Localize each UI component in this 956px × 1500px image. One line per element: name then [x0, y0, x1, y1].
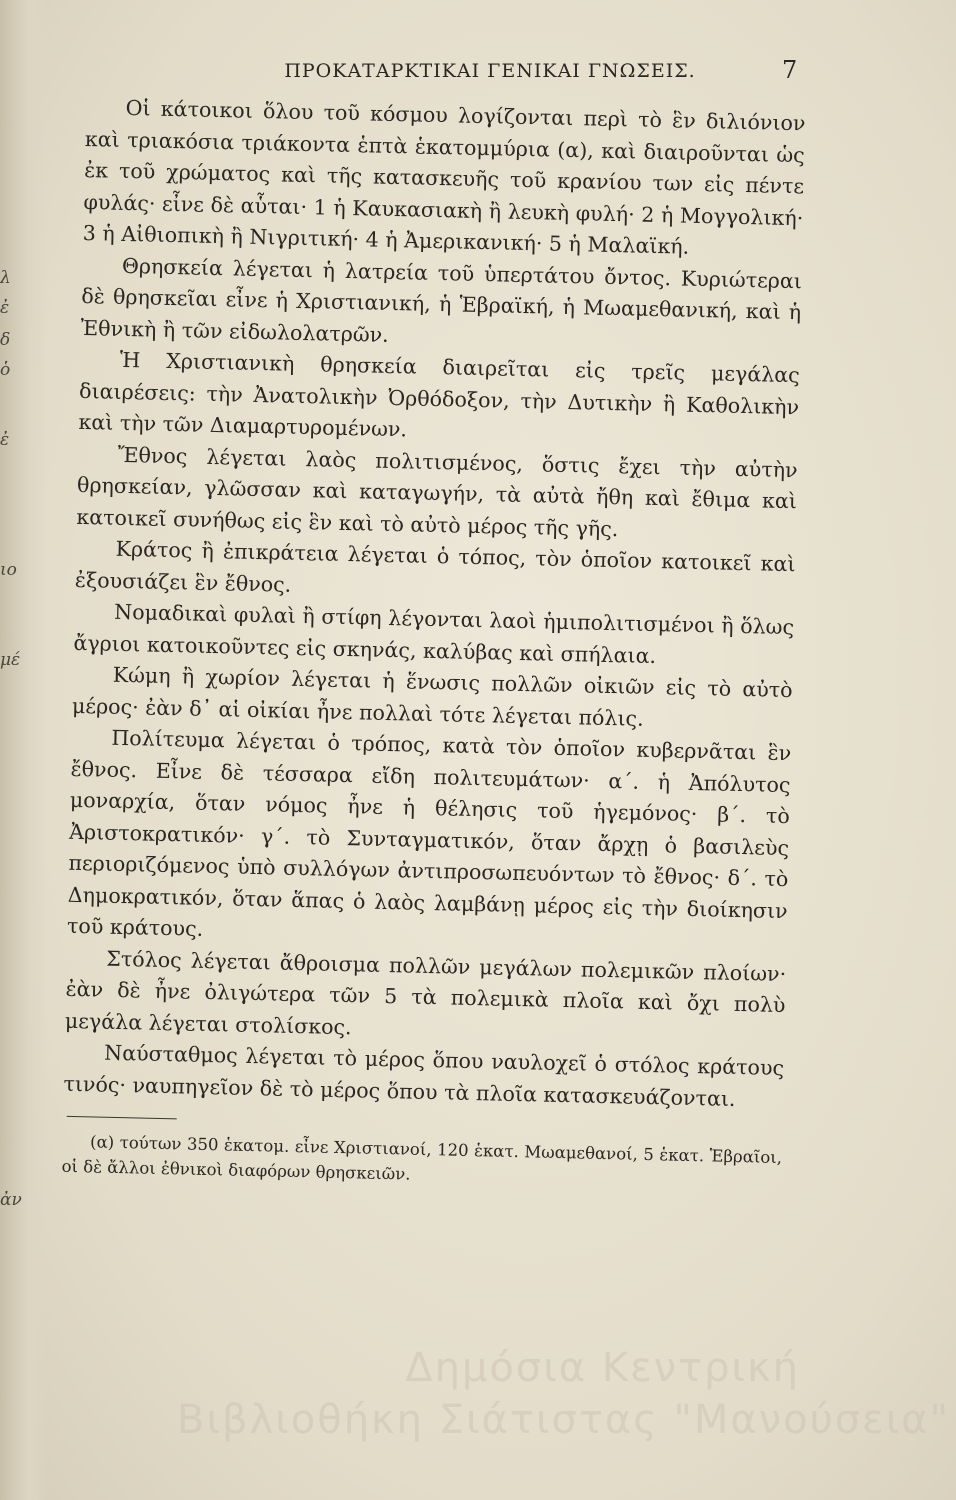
paragraph-nation: Ἔθνος λέγεται λαὸς πολιτισμένος, ὅστις ἔχει τὴν αὐτὴν θρησκείαν, γλῶσσαν καὶ καταγωγήν, τὰ αὐτὰ ἤθη καὶ ἔθιμα καὶ κατοικεῖ συνήθως εἰς ἓν καὶ τὸ αὐτὸ μέρος τῆς γῆς. [76, 442, 798, 541]
paragraph-inhabitants: Οἱ κάτοικοι ὅλου τοῦ κόσμου λογίζονται περὶ τὸ ἓν διλιόνιον καὶ τριακόσια τριάκοντα ἑπτὰ ἑκατομμύρια (α), καὶ διαιροῦνται ὡς ἐκ τοῦ χρώματος καὶ τῆς κατασκευῆς τοῦ κρανίου των εἰς πέντε φυλάς· εἶνε δὲ αὗται· 1 ἡ Καυκασιακὴ ἢ λευκὴ φυλή· 2 ἡ Μογγολική· 3 ἡ Αἰθιοπικὴ ἢ Νιγριτική· 4 ἡ Ἀμερικανική· 5 ἡ Μαλαϊκή. [82, 95, 806, 259]
footnote-divider [67, 1116, 177, 1119]
page-body [61, 92, 805, 1195]
paragraph-christianity: Ἡ Χριστιανικὴ θρησκεία διαιρεῖται εἰς τρεῖς μεγάλας διαιρέσεις: τὴν Ἀνατολικὴν Ὀρθόδοξον, τὴν Δυτικὴν ἢ Καθολικὴν καὶ τὴν τῶν Διαμαρτυρομένων. [78, 347, 801, 442]
paragraph-religion: Θρησκεία λέγεται ἡ λατρεία τοῦ ὑπερτάτου ὄντος. Κυριώτεραι δὲ θρησκεῖαι εἶνε ἡ Χριστιανική, ἡ Ἑβραϊκή, ἡ Μωαμεθανική, καὶ ἡ Ἐθνικὴ ἢ τῶν εἰδωλολατρῶν. [80, 253, 803, 347]
running-title: ΠΡΟΚΑΤΑΡΚΤΙΚΑΙ ΓΕΝΙΚΑΙ ΓΝΩΣΕΙΣ. [284, 60, 696, 82]
footnote-text: (α) τούτων 350 ἑκατομ. εἶνε Χριστιανοί, 120 ἑκατ. Μωαμεθανοί, 5 ἑκατ. Ἑβραῖοι, οἱ δὲ ἄλλοι ἐθνικοὶ διαφόρων θρησκειῶν. [61, 1132, 783, 1184]
gutter-fragment: δ [0, 330, 11, 350]
paragraph-village: Κώμη ἢ χωρίον λέγεται ἡ ἕνωσις πολλῶν οἰκιῶν εἰς τὸ αὐτὸ μέρος· ἐὰν δ᾽ αἱ οἰκίαι ἦνε πολλαὶ τότε λέγεται πόλις. [71, 662, 793, 731]
paragraph-naval-base: Ναύσταθμος λέγεται τὸ μέρος ὅπου ναυλοχεῖ ὁ στόλος κράτους τινός· ναυπηγεῖον δὲ τὸ μέρος ὅπου τὰ πλοῖα κατασκευάζονται. [63, 1040, 785, 1111]
library-watermark-line-1: Δημόσια Κεντρική [405, 1345, 800, 1391]
facing-page-gutter [0, 0, 48, 1500]
paragraph-nomads: Νομαδικαὶ φυλαὶ ἢ στίφη λέγονται λαοὶ ἡμιπολιτισμένοι ἢ ὅλως ἄγριοι κατοικοῦντες εἰς σκηνάς, καλύβας καὶ σπήλαια. [73, 599, 795, 668]
gutter-fragment: ἀν [0, 1190, 22, 1210]
library-watermark-line-2: Βιβλιοθήκη Σιάτιστας "Μανούσεια" [177, 1397, 950, 1443]
paragraph-polity: Πολίτευμα λέγεται ὁ τρόπος, κατὰ τὸν ὁποῖον κυβερνᾶται ἓν ἔθνος. Εἶνε δὲ τέσσαρα εἴδη πολιτευμάτων· α΄. ἡ Ἀπόλυτος μοναρχία, ὅταν νόμος ἦνε ἡ θέλησις τοῦ ἡγεμόνος· β΄. τὸ Ἀριστοκρατικόν· γ΄. τὸ Συνταγματικόν, ὅταν ἄρχῃ ὁ βασιλεὺς περιοριζόμενος ὑπὸ συλλόγων ἀντιπροσωπευόντων τὸ ἔθνος· δ΄. τὸ Δημοκρατικόν, ὅταν ἅπας ὁ λαὸς λαμβάνῃ μέρος εἰς τὴν διοίκησιν τοῦ κράτους. [66, 725, 792, 941]
gutter-fragment: ιο [0, 560, 17, 580]
footnote [61, 1129, 782, 1195]
gutter-fragment: ὁ [0, 360, 11, 380]
gutter-fragment: μέ [0, 650, 21, 670]
gutter-fragment: ἐ [0, 430, 10, 450]
gutter-fragment: ἐ [0, 298, 10, 318]
paragraph-state: Κράτος ἢ ἐπικράτεια λέγεται ὁ τόπος, τὸν ὁποῖον κατοικεῖ καὶ ἐξουσιάζει ἓν ἔθνος. [74, 536, 796, 597]
paragraph-fleet: Στόλος λέγεται ἄθροισμα πολλῶν μεγάλων πολεμικῶν πλοίων· ἐὰν δὲ ἦνε ὀλιγώτερα τῶν 5 τὰ πολεμικὰ πλοῖα καὶ ὄχι πολὺ μεγάλα λέγεται στολίσκος. [64, 946, 787, 1039]
gutter-fragment: λ [0, 268, 11, 288]
page-number: 7 [782, 56, 798, 84]
